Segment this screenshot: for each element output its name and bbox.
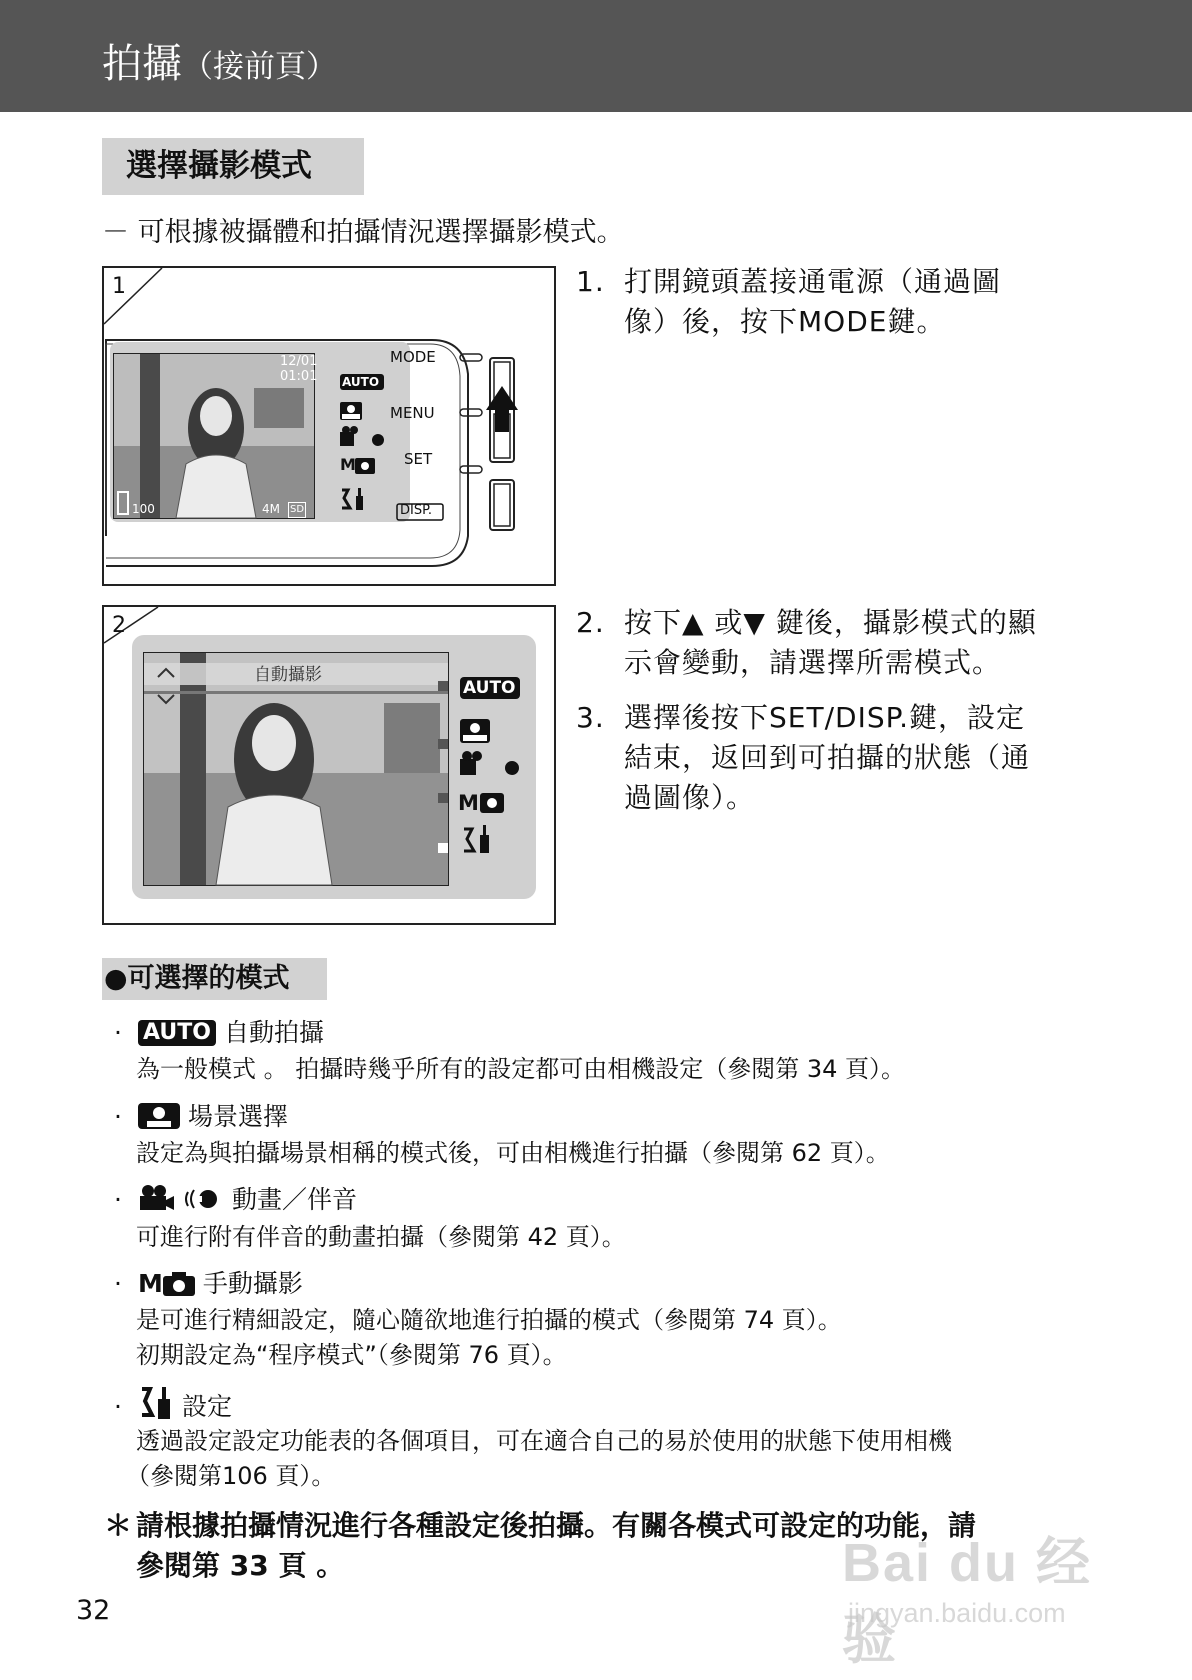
menu-button-label: MENU	[390, 404, 435, 422]
mode-name: 動畫／伴音	[232, 1185, 358, 1214]
mode-name: 手動攝影	[202, 1269, 303, 1298]
lcd-time: 01:01	[280, 369, 318, 384]
mode-desc: 設定為與拍攝場景相稱的模式後，可由相機進行拍攝（參閱第 62 頁）。	[136, 1139, 890, 1167]
step-2	[576, 603, 1096, 683]
mode-desc: 為一般模式 。 拍攝時幾乎所有的設定都可由相機設定（參閱第 34 頁）。	[136, 1055, 906, 1083]
scene-icon	[138, 1103, 180, 1129]
page-title-main: 拍攝	[102, 41, 182, 87]
mode-item-manual: · M 手動攝影	[114, 1269, 303, 1298]
mode-desc: 初期設定為“程序模式”（參閱第 76 頁）。	[136, 1341, 567, 1369]
watermark-main: Bai du 经验	[842, 1533, 1093, 1670]
step-number: 1.	[576, 265, 605, 298]
baidu-watermark	[842, 1520, 1122, 1670]
note-mark: ＊	[104, 1509, 133, 1542]
mode-desc: （參閱第106 頁）。	[126, 1462, 336, 1490]
mode-item-scene: · 場景選擇	[114, 1102, 289, 1131]
page-title	[102, 40, 337, 91]
step-line: 選擇後按下SET/DISP.鍵，設定	[624, 701, 1026, 734]
movie-audio-icon	[138, 1184, 224, 1212]
figure-2-drawing	[104, 607, 554, 923]
step-line: 過圖像）。	[624, 781, 756, 814]
note-line: 參閱第 33 頁 。	[136, 1549, 345, 1582]
mode-desc: 是可進行精細設定，隨心隨欲地進行拍攝的模式（參閱第 74 頁）。	[136, 1306, 842, 1334]
step-line: 像）後，按下MODE鍵。	[624, 305, 946, 338]
mode-item-setup: · 設定	[114, 1387, 232, 1424]
menu-manual-m: M	[340, 455, 356, 474]
figure-1-drawing	[104, 268, 554, 584]
step-line: 按下▲ 或▼ 鍵後，攝影模式的顯	[624, 606, 1037, 639]
lcd-sd-card-icon: SD	[288, 502, 306, 518]
step-3	[576, 698, 1096, 818]
mode-item-movie-audio: · 動畫／伴音	[114, 1185, 358, 1214]
figure-2	[102, 605, 556, 925]
modes-title: ●可選擇的模式	[104, 963, 290, 994]
figure-1	[102, 266, 556, 586]
step-1	[576, 262, 1096, 342]
mode-desc: 透過設定設定功能表的各個項目，可在適合自己的易於使用的狀態下使用相機	[136, 1427, 952, 1455]
menu-auto-icon: AUTO	[342, 375, 380, 389]
step-line: 示會變動，請選擇所需模式。	[624, 646, 1002, 679]
mode-name: 設定	[182, 1392, 233, 1421]
figure-1-number: 1	[112, 274, 126, 299]
mode-name: 場景選擇	[188, 1102, 289, 1131]
figure-2-number: 2	[112, 613, 126, 638]
mode-button-label: MODE	[390, 348, 436, 366]
step-line: 打開鏡頭蓋接通電源（通過圖	[624, 265, 1002, 298]
auto-icon: AUTO	[138, 1020, 216, 1046]
manual-m-label: M	[138, 1269, 163, 1298]
lcd-folder-number: 100	[132, 502, 155, 516]
manual-camera-icon	[163, 1272, 195, 1296]
section-title: 選擇攝影模式	[126, 148, 312, 184]
step-line: 結束，返回到可拍攝的狀態（通	[624, 741, 1031, 774]
menu-manual-m: M	[458, 791, 479, 815]
intro-text: － 可根據被攝體和拍攝情況選擇攝影模式。	[102, 217, 624, 248]
setup-tools-icon	[138, 1387, 174, 1419]
watermark-url: jingyan.baidu.com	[848, 1598, 1066, 1628]
mode-name: 自動拍攝	[223, 1018, 324, 1047]
screen-mode-label: 自動攝影	[254, 665, 322, 685]
page-number: 32	[76, 1595, 111, 1626]
mode-desc: 可進行附有伴音的動畫拍攝（參閱第 42 頁）。	[136, 1223, 626, 1251]
menu-auto-icon: AUTO	[463, 678, 516, 698]
set-button-label: SET	[404, 450, 433, 468]
mode-item-auto: · AUTO 自動拍攝	[114, 1018, 324, 1047]
disp-button-label: DISP.	[400, 503, 433, 518]
note-line: 請根據拍攝情況進行各種設定後拍攝。有關各模式可設定的功能，請	[136, 1509, 977, 1542]
step-number: 2.	[576, 606, 605, 639]
lcd-date: 12/01	[280, 354, 318, 369]
step-number: 3.	[576, 701, 605, 734]
page-title-subtitle: （接前頁）	[182, 49, 337, 85]
lcd-image-size: 4M	[262, 502, 280, 516]
